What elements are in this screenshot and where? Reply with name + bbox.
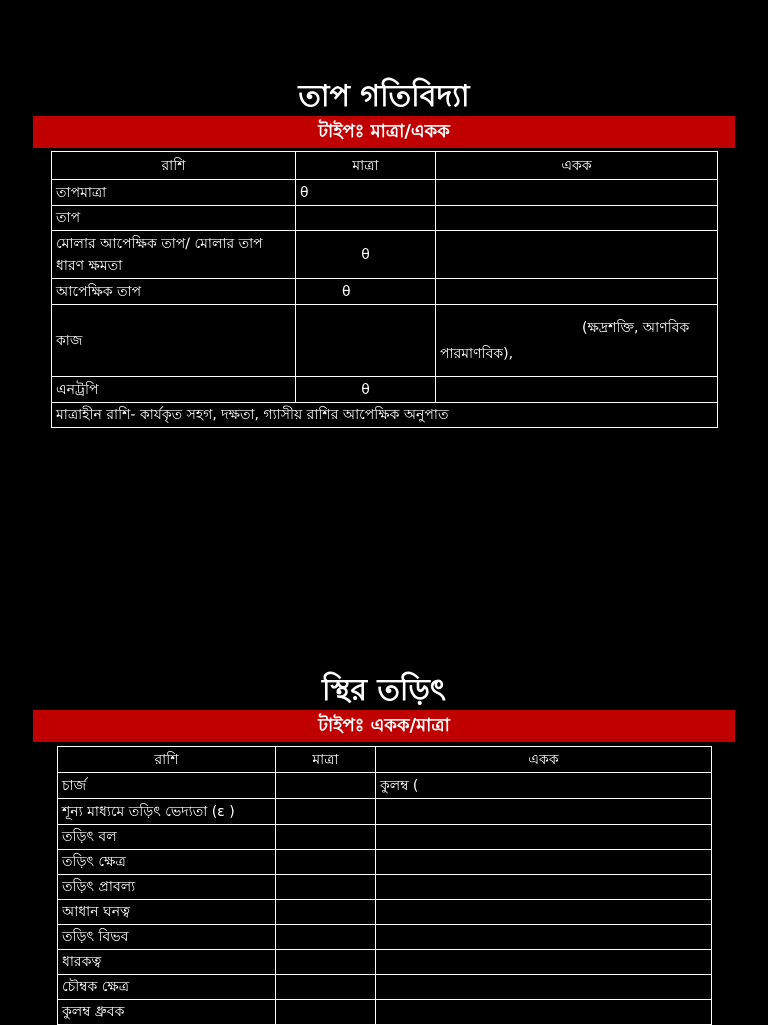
table-row [52, 305, 718, 377]
quantity-cell: ধারকত্ব [58, 950, 276, 975]
unit-cell [436, 180, 718, 206]
unit-cell [376, 825, 712, 850]
dimension-cell: θ [296, 231, 436, 279]
table-row [58, 925, 712, 950]
unit-cell [376, 799, 712, 825]
electrostatics-table [57, 746, 712, 1025]
section1-title: তাপ গতিবিদ্যা [298, 79, 470, 114]
table-row [58, 950, 712, 975]
dimension-cell [276, 850, 376, 875]
quantity-cell: আধান ঘনত্ব [58, 900, 276, 925]
header-dimension: মাত্রা [276, 747, 376, 773]
unit-cell [376, 875, 712, 900]
dimension-cell [276, 773, 376, 799]
section2-title: স্থির তড়িৎ [322, 673, 446, 708]
table-row [52, 279, 718, 305]
unit-cell [436, 206, 718, 231]
table-row [58, 875, 712, 900]
header-unit: একক [436, 152, 718, 180]
dimension-cell [276, 875, 376, 900]
unit-cell [376, 850, 712, 875]
unit-cell [376, 925, 712, 950]
table-row [58, 975, 712, 1000]
dimension-cell [276, 950, 376, 975]
unit-cell: (ক্ষদ্রশক্তি, আণবিক পারমাণবিক), [436, 305, 718, 377]
header-quantity: রাশি [52, 152, 296, 180]
table-row [52, 180, 718, 206]
dimension-cell [276, 925, 376, 950]
dimension-cell [276, 799, 376, 825]
table-row [58, 850, 712, 875]
quantity-cell: চৌম্বক ক্ষেত্র [58, 975, 276, 1000]
table-row [58, 799, 712, 825]
header-quantity: রাশি [58, 747, 276, 773]
header-dimension: মাত্রা [296, 152, 436, 180]
unit-cell [376, 950, 712, 975]
table-header-row [58, 747, 712, 773]
table-row [58, 773, 712, 799]
table-row [58, 1000, 712, 1025]
quantity-cell: তড়িৎ প্রাবল্য [58, 875, 276, 900]
quantity-cell: তড়িৎ বিভব [58, 925, 276, 950]
table-row [52, 206, 718, 231]
unit-cell [436, 377, 718, 403]
table-footer-row [52, 403, 718, 428]
quantity-cell: তাপ [52, 206, 296, 231]
dimension-cell [276, 825, 376, 850]
quantity-cell: মোলার আপেক্ষিক তাপ/ মোলার তাপ ধারণ ক্ষমতা [52, 231, 296, 279]
table-row [52, 377, 718, 403]
section1-type-banner: টাইপঃ মাত্রা/একক [33, 116, 735, 148]
quantity-cell: তড়িৎ বল [58, 825, 276, 850]
unit-cell [376, 900, 712, 925]
dimension-cell [296, 206, 436, 231]
unit-cell [376, 975, 712, 1000]
dimension-cell [296, 305, 436, 377]
unit-cell [376, 1000, 712, 1025]
dimension-cell: θ [296, 279, 436, 305]
table-row [52, 231, 718, 279]
quantity-cell: তড়িৎ ক্ষেত্র [58, 850, 276, 875]
section2-type-banner: টাইপঃ একক/মাত্রা [33, 710, 735, 742]
header-unit: একক [376, 747, 712, 773]
dimension-cell [276, 900, 376, 925]
dimension-cell [276, 975, 376, 1000]
quantity-cell: তাপমাত্রা [52, 180, 296, 206]
dimension-cell [276, 1000, 376, 1025]
quantity-cell: শূন্য মাধ্যমে তড়িৎ ভেদ্যতা (ε ) [58, 799, 276, 825]
table-row [58, 825, 712, 850]
thermodynamics-table [51, 151, 718, 428]
quantity-cell: আপেক্ষিক তাপ [52, 279, 296, 305]
dimension-cell: θ [296, 377, 436, 403]
unit-cell: কুলম্ব ( [376, 773, 712, 799]
unit-cell [436, 279, 718, 305]
quantity-cell: কুলম্ব ধ্রুবক [58, 1000, 276, 1025]
unit-cell [436, 231, 718, 279]
quantity-cell: কাজ [52, 305, 296, 377]
dimension-cell: θ [296, 180, 436, 206]
table-header-row [52, 152, 718, 180]
quantity-cell: এনট্রপি [52, 377, 296, 403]
quantity-cell: চার্জ [58, 773, 276, 799]
dimensionless-note: মাত্রাহীন রাশি- কার্যকৃত সহগ, দক্ষতা, গ্যাসীয় রাশির আপেক্ষিক অনুপাত [52, 403, 718, 428]
table-row [58, 900, 712, 925]
